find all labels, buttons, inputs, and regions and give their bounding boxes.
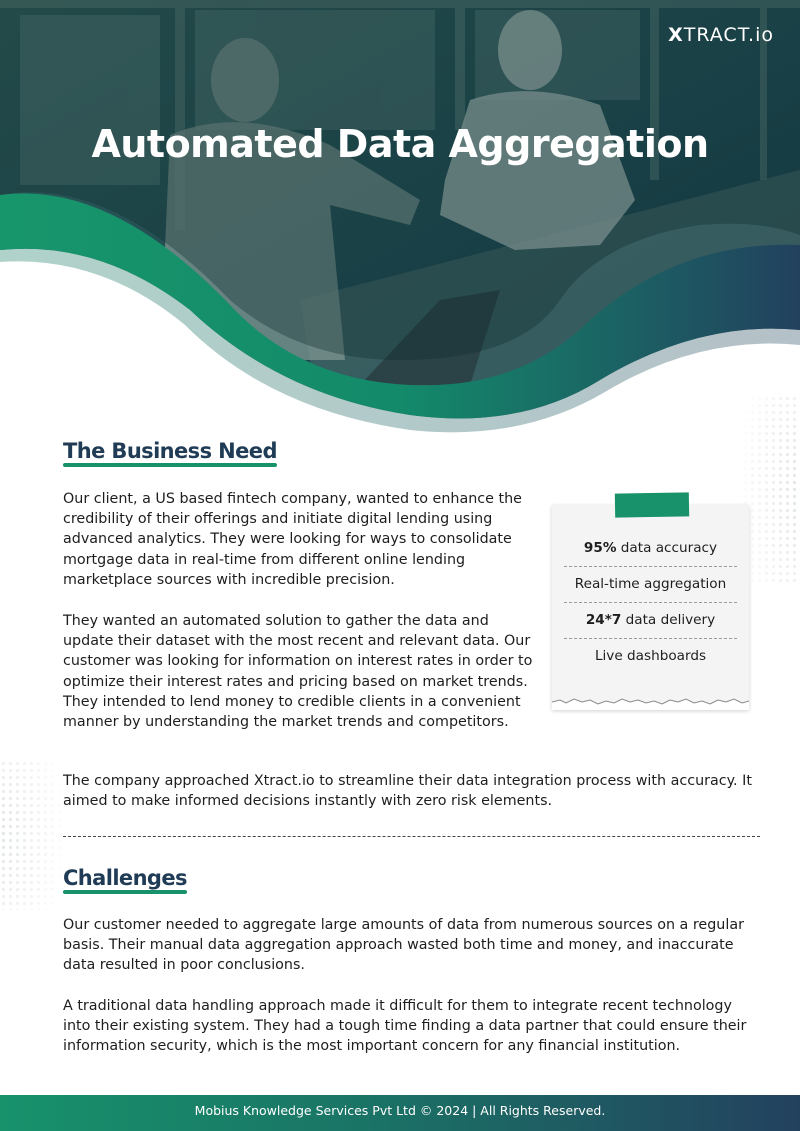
highlight-item: 24*7 data delivery [564,603,737,639]
highlights-card [552,505,749,710]
challenges-heading: Challenges [63,866,187,890]
decorative-dots-left [0,760,70,910]
card-tape [615,492,689,517]
business-need-paragraph-1: Our client, a US based fintech company, wanted to enhance the credibility of their offerings and initiate digital lending using advanced analytics. They were looking for ways to consolidate mortgage data in real-time from different online lending marketplace sources with incredible precision. [63,491,522,588]
hero-photo [0,0,800,442]
business-need-paragraph-2: They wanted an automated solution to gather the data and update their dataset with the most recent and relevant data. Our customer was looking for information on interest rates in order to optimize their interest rates and pricing based on market trends. They intended to lend money to credible clients in a convenient manner by understanding the market trends and competitors. [63,613,533,731]
challenges-paragraph-1: Our customer needed to aggregate large amounts of data from numerous sources on a regular basis. Their manual data aggregation approach wasted both time and money, and inaccurate data resulted in poor conclusions. [63,917,744,974]
highlights-list [564,531,737,674]
footer [0,1095,800,1131]
business-need-heading: The Business Need [63,439,277,463]
business-need-paragraph-3: The company approached Xtract.io to streamline their data integration process with accuracy. It aimed to make informed decisions instantly with zero risk elements. [63,773,752,810]
torn-edge [552,696,749,710]
section-divider [63,836,760,837]
highlight-item: Live dashboards [594,648,707,664]
highlight-item: Real-time aggregation [564,567,737,603]
challenges-paragraph-2: A traditional data handling approach made it difficult for them to integrate recent technology into their existing system. They had a tough time finding a data partner that could ensure their information security, which is the most important concern for any financial institution. [63,998,747,1055]
brand-logo[interactable]: XTRACT.io [668,24,774,46]
highlight-item: 95% data accuracy [564,531,737,567]
copyright-text: Mobius Knowledge Services Pvt Ltd © 2024 | All Rights Reserved. [194,1103,606,1118]
page-title: Automated Data Aggregation [91,122,709,166]
hero-banner [0,0,800,442]
